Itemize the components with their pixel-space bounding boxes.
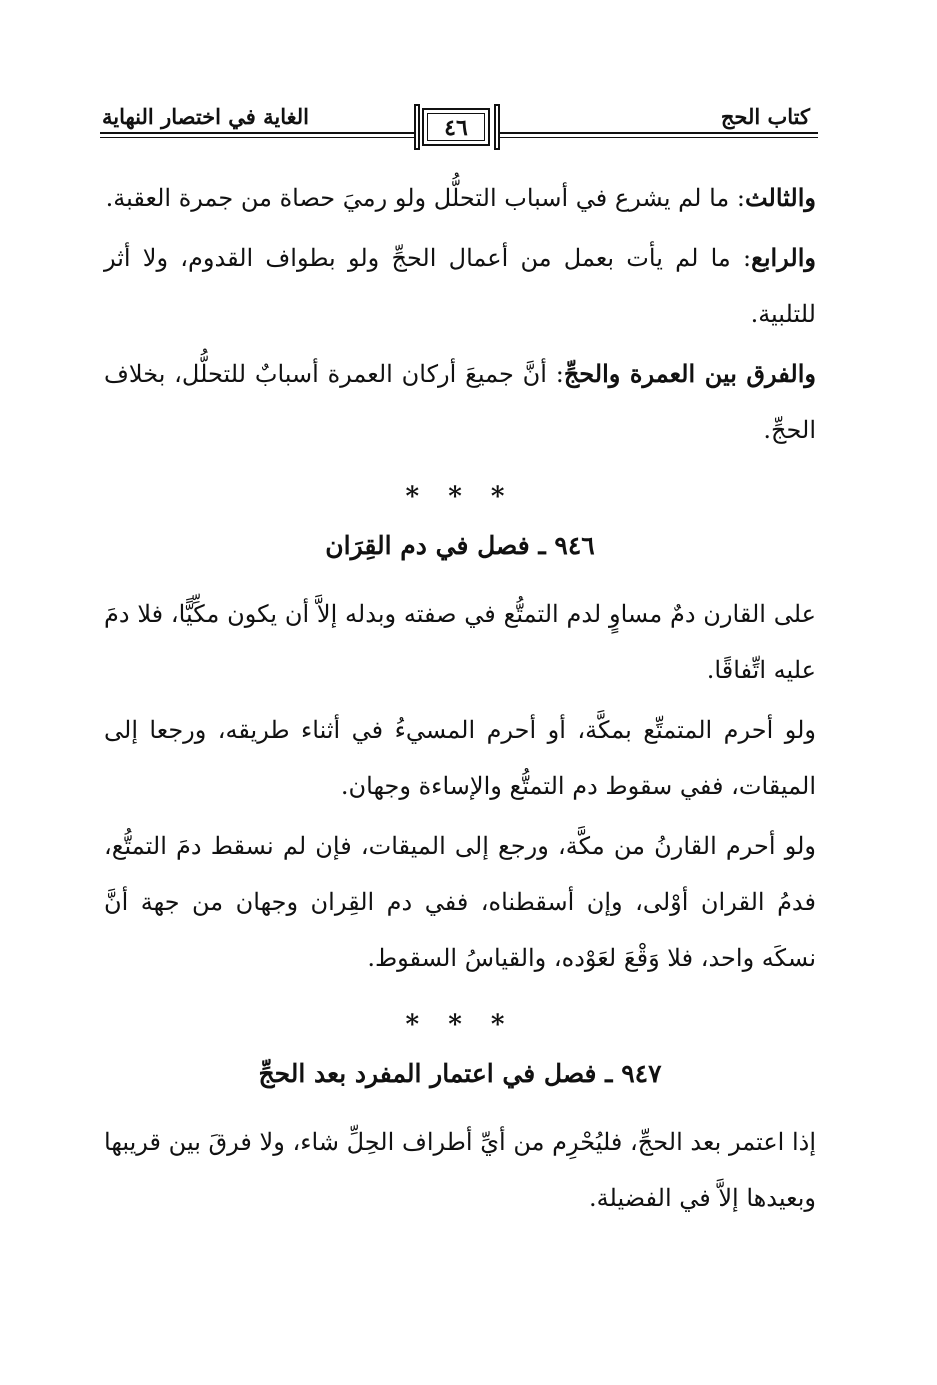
- page-body: [104, 170, 816, 1230]
- frame-cap-left: [414, 104, 420, 150]
- header-rule-right-thin: [496, 137, 818, 138]
- running-head-section: كتاب الحج: [720, 104, 810, 129]
- header-rule-left-thin: [100, 137, 420, 138]
- paragraph: ولو أحرم المتمتِّع بمكَّة، أو أحرم المسيءُ في أثناء طريقه، ورجعا إلى الميقات، ففي سقوط دم التمتُّع والإساءة وجهان.: [104, 716, 816, 800]
- paragraph-text: : أنَّ جميعَ أركان العمرة أسبابٌ للتحلُّل، بخلاف الحجِّ.: [104, 360, 816, 444]
- page-header: [100, 90, 818, 150]
- paragraph-text: : ما لم يشرع في أسباب التحلُّل ولو رميَ حصاة من جمرة العقبة.: [105, 184, 745, 212]
- paragraph-difference: [104, 346, 816, 458]
- header-rule-right: [496, 132, 818, 134]
- paragraph: ولو أحرم القارنُ من مكَّة، ورجع إلى الميقات، فإن لم نسقط دمَ التمتُّع، فدمُ القران أوْلى، وإن أسقطناه، ففي دم القِران وجهان من جهة أنَّ نسكَه واحد، فلا وَقْعَ لعَوْده، والقياسُ السقوط.: [104, 832, 816, 972]
- section-separator: * * *: [405, 482, 515, 512]
- paragraph: إذا اعتمر بعد الحجِّ، فليُحْرِم من أيِّ أطراف الحِلِّ شاء، ولا فرقَ بين قريبها وبعيدها إلاَّ في الفضيلة.: [104, 1128, 816, 1212]
- paragraph-third: [104, 170, 816, 226]
- section-heading: ٩٤٦ ـ فصل في دم القِرَان: [325, 531, 595, 560]
- paragraph-lead: والرابع: [751, 243, 816, 272]
- paragraph-fourth: [104, 230, 816, 342]
- paragraph-lead: والفرق بين العمرة والحجِّ: [563, 359, 816, 388]
- page-number-frame: [412, 108, 502, 148]
- section-separator: * * *: [405, 1010, 515, 1040]
- running-head-book-title: الغاية في اختصار النهاية: [102, 104, 309, 129]
- frame-cap-right: [494, 104, 500, 150]
- paragraph-lead: والثالث: [744, 183, 816, 212]
- paragraph: على القارن دمٌ مساوٍ لدم التمتُّع في صفته وبدله إلاَّ أن يكون مكِّيًّا، فلا دمَ عليه اتِّفاقًا.: [104, 600, 816, 684]
- header-rule-left: [100, 132, 420, 134]
- paragraph-text: : ما لم يأت بعمل من أعمال الحجِّ ولو بطواف القدوم، ولا أثر للتلبية.: [104, 244, 816, 328]
- section-heading: ٩٤٧ ـ فصل في اعتمار المفرد بعد الحجِّ: [258, 1059, 662, 1088]
- page-number: ٤٦: [444, 115, 468, 141]
